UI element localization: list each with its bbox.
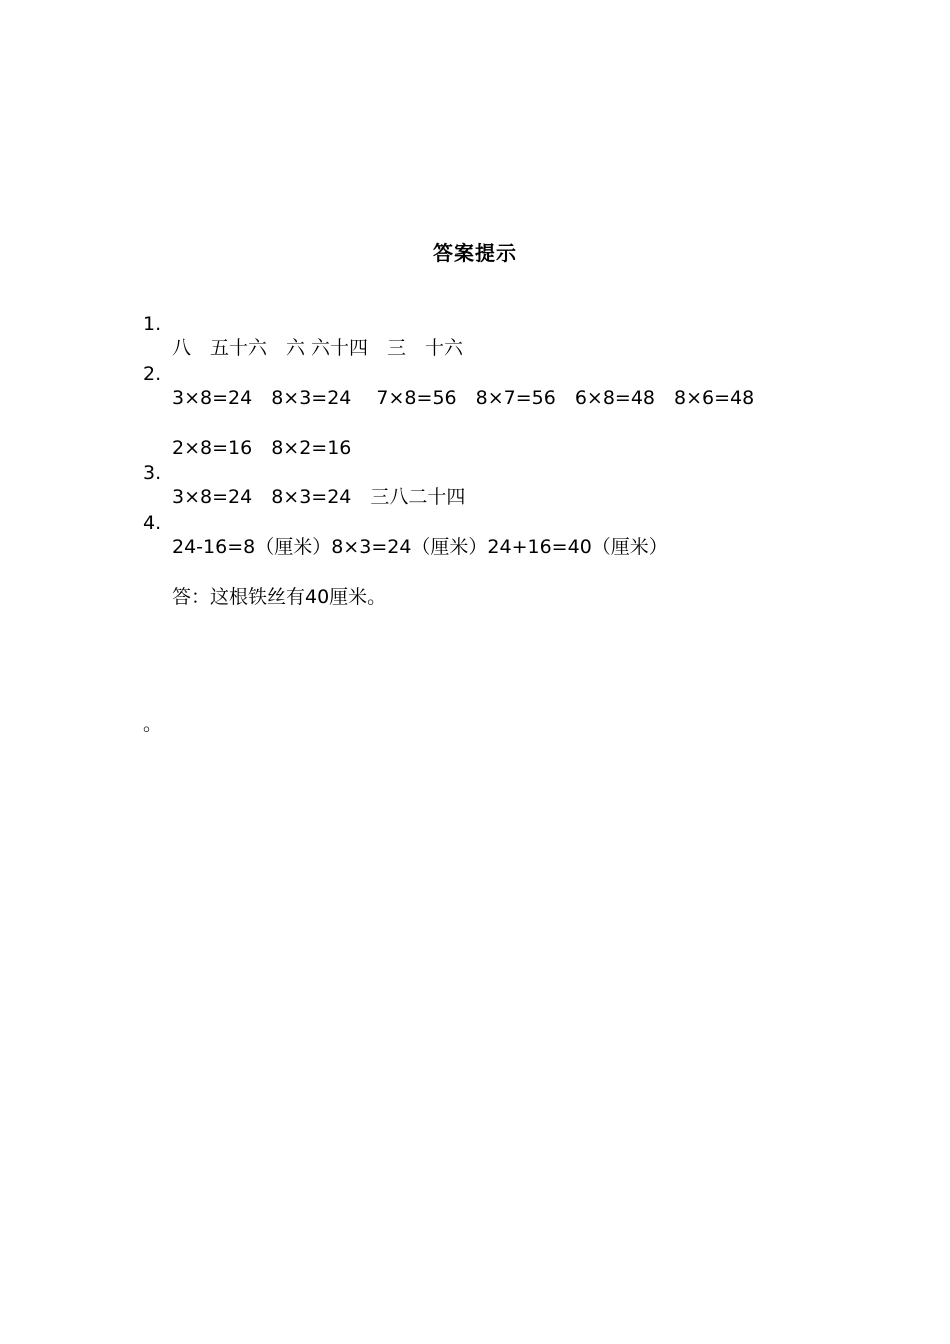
answer-number: 4. [143, 512, 162, 534]
answer-text: 3×8=24 8×3=24 7×8=56 8×7=56 6×8=48 8×6=48 [172, 387, 755, 409]
answer-text: 3×8=24 8×3=24 三八二十四 [172, 486, 466, 508]
answer-text: 2×8=16 8×2=16 [172, 437, 352, 459]
trailing-mark: 。 [143, 713, 163, 735]
trailing-mark-line [0, 688, 163, 760]
answer-line-4-conclusion [0, 537, 387, 633]
answer-number: 3. [143, 462, 162, 484]
page-title: 答案提示 [433, 241, 517, 265]
answer-text: 八 五十六 六 六十四 三 十六 [172, 337, 464, 359]
answer-text: 答：这根铁丝有40厘米。 [172, 586, 387, 608]
answer-number: 1. [143, 313, 162, 335]
answer-text: 24-16=8（厘米）8×3=24（厘米）24+16=40（厘米） [172, 536, 668, 558]
answer-number: 2. [143, 363, 162, 385]
